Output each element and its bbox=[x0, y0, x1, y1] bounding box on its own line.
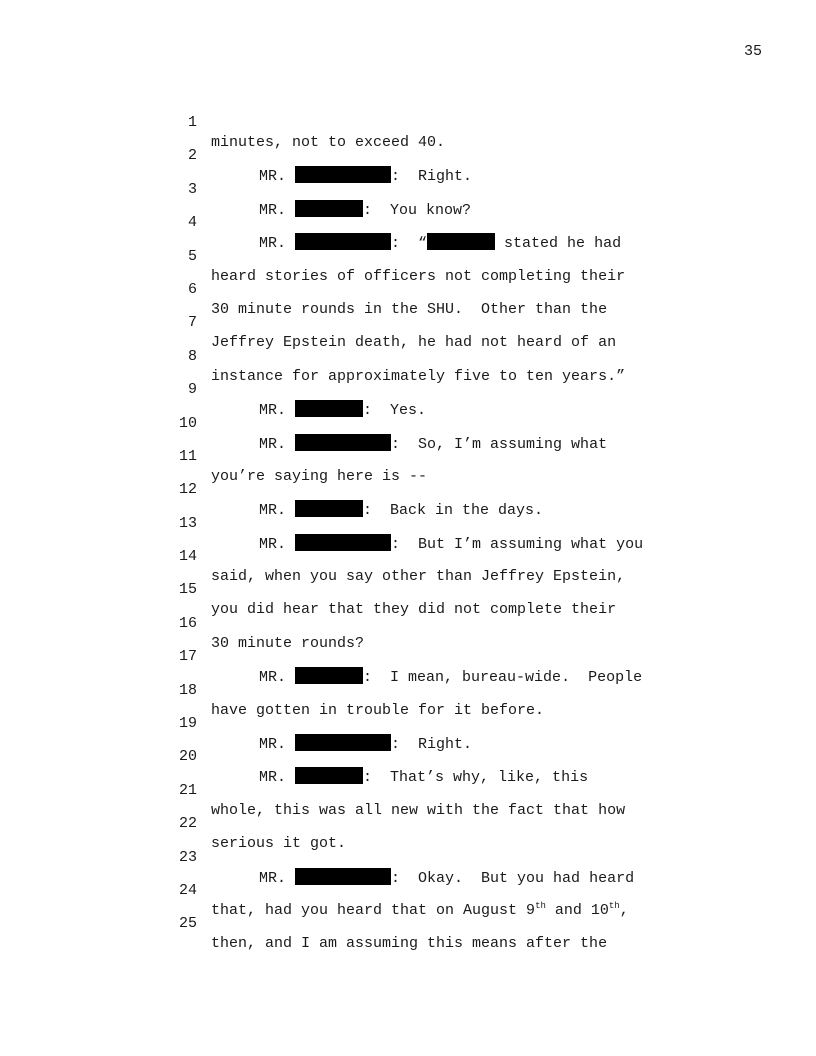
speaker-prefix: MR. bbox=[259, 435, 287, 453]
line-number: 7 bbox=[187, 314, 197, 332]
line-number: 9 bbox=[187, 381, 197, 399]
transcript-line bbox=[168, 460, 688, 520]
line-number: 24 bbox=[178, 881, 197, 899]
transcript-line bbox=[168, 560, 688, 619]
transcript-line bbox=[168, 494, 688, 553]
speech-text: that, had you heard that on August 9 bbox=[211, 901, 536, 919]
transcript-line bbox=[168, 227, 688, 285]
speaker-prefix: MR. bbox=[259, 769, 287, 787]
speaker-prefix: MR. bbox=[259, 535, 287, 553]
transcript-line bbox=[168, 327, 688, 385]
transcript-line bbox=[168, 527, 688, 586]
speech-text: : I mean, bureau-wide. People bbox=[363, 669, 643, 687]
speech-text: : Back in the days. bbox=[363, 502, 544, 520]
transcript-line bbox=[168, 627, 688, 687]
line-number: 19 bbox=[178, 715, 197, 733]
transcript-line bbox=[168, 594, 688, 652]
speech-text: stated he had bbox=[495, 235, 622, 253]
line-number: 4 bbox=[187, 214, 197, 232]
line-number: 14 bbox=[178, 548, 197, 566]
line-text: you’re saying here is -- bbox=[211, 467, 428, 485]
speaker-prefix: MR. bbox=[259, 235, 287, 253]
transcript-line bbox=[168, 694, 688, 754]
speaker-prefix: MR. bbox=[259, 869, 287, 887]
line-number: 16 bbox=[178, 614, 197, 632]
transcript-line bbox=[168, 794, 688, 853]
line-number: 21 bbox=[178, 781, 197, 799]
speaker-prefix: MR. bbox=[259, 402, 287, 420]
speaker-prefix: MR. bbox=[259, 669, 287, 687]
speech-text: , bbox=[619, 901, 629, 919]
page-number: 35 bbox=[743, 43, 762, 60]
speech-text: : But I’m assuming what you bbox=[391, 535, 644, 553]
transcript-line bbox=[168, 727, 688, 787]
line-text: 30 minute rounds? bbox=[211, 634, 365, 652]
line-text: minutes, not to exceed 40. bbox=[211, 134, 446, 151]
line-number: 12 bbox=[178, 481, 197, 499]
line-number: 20 bbox=[178, 748, 197, 766]
line-number: 3 bbox=[187, 180, 197, 198]
line-number: 23 bbox=[178, 848, 197, 866]
transcript-line bbox=[168, 861, 688, 919]
transcript-line bbox=[168, 260, 688, 318]
line-number: 10 bbox=[178, 414, 197, 432]
line-text: heard stories of officers not completing their bbox=[211, 267, 626, 285]
line-number: 13 bbox=[178, 514, 197, 532]
line-text: instance for approximately five to ten years.” bbox=[211, 367, 626, 385]
line-number: 8 bbox=[187, 347, 197, 365]
transcript-line bbox=[168, 93, 688, 151]
speech-text: : That’s why, like, this bbox=[363, 769, 589, 787]
line-number: 2 bbox=[187, 147, 197, 165]
speaker-prefix: MR. bbox=[259, 168, 287, 186]
speech-text: and 10 bbox=[545, 901, 609, 919]
line-number: 6 bbox=[187, 280, 197, 298]
line-number: 15 bbox=[178, 581, 197, 599]
speaker-prefix: MR. bbox=[259, 502, 287, 520]
line-number: 11 bbox=[178, 447, 197, 465]
transcript-line bbox=[168, 894, 688, 953]
speech-text: : So, I’m assuming what bbox=[391, 435, 608, 453]
line-text: you did hear that they did not complete their bbox=[211, 601, 617, 619]
transcript-line bbox=[168, 193, 688, 253]
line-text: then, and I am assuming this means after the bbox=[211, 935, 608, 953]
transcript-line bbox=[168, 394, 688, 453]
speaker-prefix: MR. bbox=[259, 201, 287, 219]
line-text: Jeffrey Epstein death, he had not heard of an bbox=[211, 334, 617, 352]
transcript-line bbox=[168, 293, 688, 352]
line-number: 17 bbox=[178, 648, 197, 666]
speech-text: : “ bbox=[391, 235, 428, 253]
line-number: 5 bbox=[187, 247, 197, 265]
speech-text: : Yes. bbox=[363, 402, 427, 420]
line-number: 22 bbox=[178, 815, 197, 833]
speech-text: : You know? bbox=[363, 201, 472, 219]
transcript-line bbox=[168, 126, 688, 186]
line-number: 25 bbox=[178, 915, 197, 933]
ordinal-suffix: th bbox=[535, 900, 546, 911]
line-number: 18 bbox=[178, 681, 197, 699]
transcript-line bbox=[168, 427, 688, 485]
line-text: 30 minute rounds in the SHU. Other than the bbox=[211, 300, 608, 318]
line-text: said, when you say other than Jeffrey Epstein, bbox=[211, 568, 626, 586]
line-number: 1 bbox=[187, 114, 197, 131]
transcript-body bbox=[168, 93, 688, 953]
speech-text: : Right. bbox=[391, 168, 473, 186]
transcript-line bbox=[168, 160, 688, 219]
transcript-line bbox=[168, 828, 688, 887]
transcript-line bbox=[168, 661, 688, 719]
line-text: whole, this was all new with the fact that how bbox=[211, 801, 626, 819]
transcript-line bbox=[168, 761, 688, 819]
speech-text: : Okay. But you had heard bbox=[391, 869, 635, 887]
ordinal-suffix: th bbox=[608, 900, 620, 911]
line-text: serious it got. bbox=[211, 835, 347, 853]
line-text: have gotten in trouble for it before. bbox=[211, 701, 545, 719]
speech-text: : Right. bbox=[391, 736, 473, 754]
transcript-line bbox=[168, 360, 688, 420]
speaker-prefix: MR. bbox=[259, 736, 287, 754]
